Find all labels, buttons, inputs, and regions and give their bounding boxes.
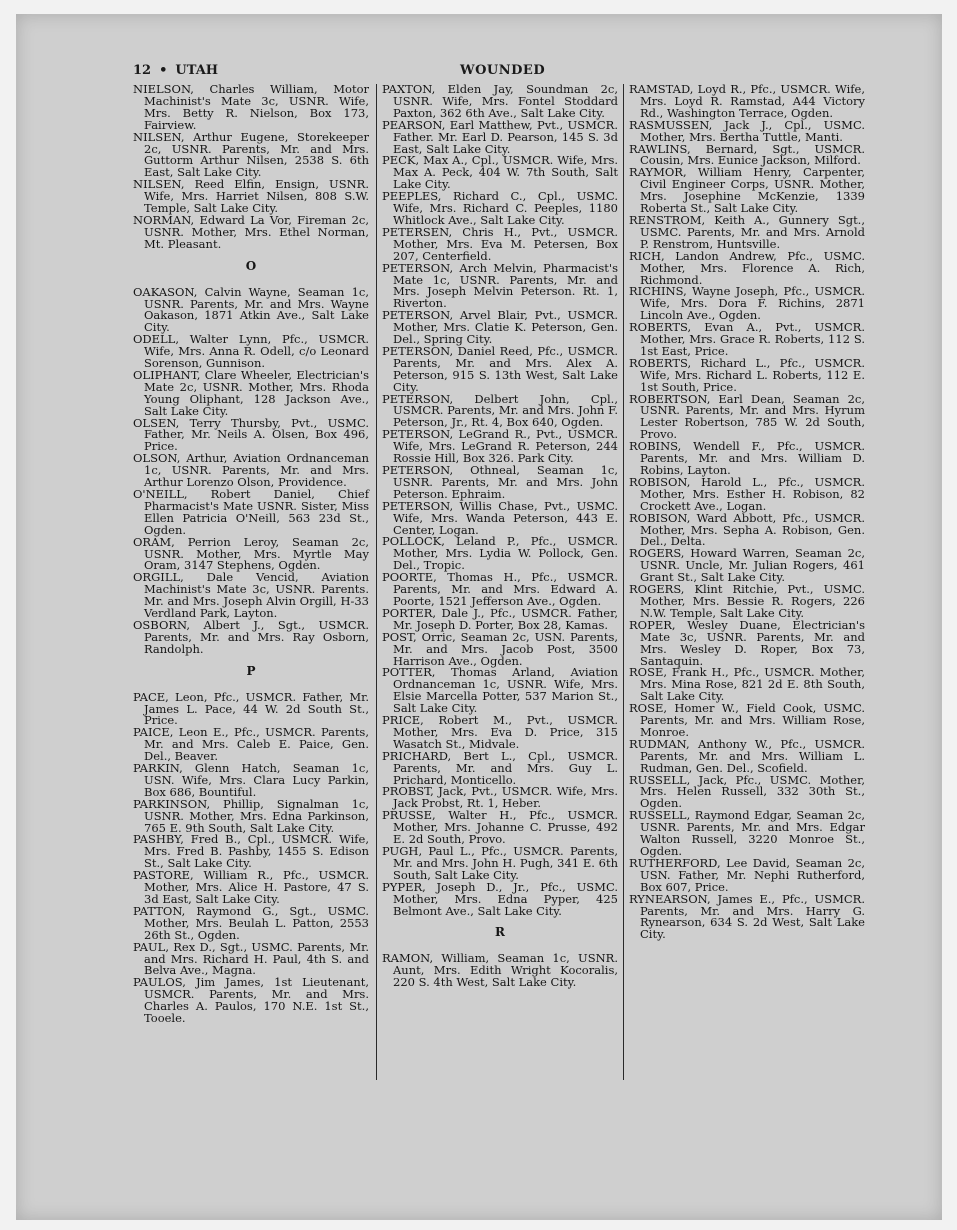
casualty-entry: RICHINS, Wayne Joseph, Pfc., USMCR. Wife, Mrs. Dora F. Richins, 2871 Lincoln Ave., Ogden. [629, 284, 865, 323]
column-divider [623, 84, 624, 1080]
casualty-entry: ROBISON, Harold L., Pfc., USMCR. Mother, Mrs. Esther H. Robison, 82 Crockett Ave., Logan. [629, 474, 865, 513]
casualty-entry: ROBINS, Wendell F., Pfc., USMCR. Parents, Mr. and Mrs. William D. Robins, Layton. [629, 439, 865, 477]
state-name: UTAH [175, 63, 219, 78]
casualty-entry: ORGILL, Dale Vencid, Aviation Machinist's Mate 3c, USNR. Parents. Mr. and Mrs. Joseph Alvin Orgill, H-33 Verdland Park, Layton. [133, 570, 369, 621]
section-title: WOUNDED [460, 63, 546, 78]
casualty-entry: OLSEN, Terry Thursby, Pvt., USMC. Father, Mr. Neils A. Olsen, Box 496, Price. [133, 415, 369, 454]
casualty-entry: PAICE, Leon E., Pfc., USMCR. Parents, Mr. and Mrs. Caleb E. Paice, Gen. Del., Beaver. [133, 725, 369, 764]
casualty-entry: PETERSON, Delbert John, Cpl., USMCR. Parents, Mr. and Mrs. John F. Peterson, Jr., Rt. 4, Box 640, Ogden. [382, 391, 618, 430]
casualty-entry: RAWLINS, Bernard, Sgt., USMCR. Cousin, Mrs. Eunice Jackson, Milford. [629, 141, 865, 168]
casualty-entry: RAYMOR, William Henry, Carpenter, Civil Engineer Corps, USNR. Mother, Mrs. Josephine McKenzie, 1339 Roberta St., Salt Lake City. [629, 165, 865, 216]
casualty-entry: ROGERS, Klint Ritchie, Pvt., USMC. Mother, Mrs. Bessie R. Rogers, 226 N.W. Temple, Salt Lake City. [629, 582, 865, 620]
casualty-entry: RICH, Landon Andrew, Pfc., USMC. Mother, Mrs. Florence A. Rich, Richmond. [629, 248, 865, 287]
casualty-entry: PETERSON, Willis Chase, Pvt., USMC. Wife, Mrs. Wanda Peterson, 443 E. Center, Logan. [382, 498, 618, 537]
casualty-entry: PARKIN, Glenn Hatch, Seaman 1c, USN. Wife, Mrs. Clara Lucy Parkin, Box 686, Bountiful. [133, 761, 369, 799]
casualty-entry: PETERSEN, Chris H., Pvt., USMCR. Mother, Mrs. Eva M. Petersen, Box 207, Centerfield. [382, 224, 618, 263]
casualty-entry: POTTER, Thomas Arland, Aviation Ordnanceman 1c, USNR. Wife, Mrs. Elsie Marcella Potter, 537 Marion St., Salt Lake City. [382, 665, 618, 716]
casualty-entry: OAKASON, Calvin Wayne, Seaman 1c, USNR. Parents, Mr. and Mrs. Wayne Oakason, 1871 Atkin Ave., Salt Lake City. [133, 284, 369, 335]
casualty-entry: NILSEN, Reed Elfin, Ensign, USNR. Wife, Mrs. Harriet Nilsen, 808 S.W. Temple, Salt Lake City. [133, 177, 369, 216]
casualty-entry: PAUL, Rex D., Sgt., USMC. Parents, Mr. and Mrs. Richard H. Paul, 4th S. and Belva Ave., Magna. [133, 939, 369, 978]
casualty-entry: PETERSON, Arch Melvin, Pharmacist's Mate 1c, USNR. Parents, Mr. and Mrs. Joseph Melvin Peterson. Rt. 1, Riverton. [382, 260, 618, 311]
casualty-entry: PETERSON, Arvel Blair, Pvt., USMCR. Mother, Mrs. Clatie K. Peterson, Gen. Del., Spring City. [382, 308, 618, 347]
column-divider [376, 84, 377, 1080]
column-2 [382, 84, 618, 989]
casualty-entry: ROBERTSON, Earl Dean, Seaman 2c, USNR. Parents, Mr. and Mrs. Hyrum Lester Robertson, 785 W. 2d South, Provo. [629, 391, 865, 442]
casualty-entry: PORTER, Dale J., Pfc., USMCR. Father, Mr. Joseph D. Porter, Box 28, Kamas. [382, 605, 618, 632]
casualty-entry: PETERSON, Othneal, Seaman 1c, USNR. Parents, Mr. and Mrs. John Peterson. Ephraim. [382, 463, 618, 501]
bullet-icon: • [159, 63, 168, 78]
casualty-entry: RASMUSSEN, Jack J., Cpl., USMC. Mother, Mrs. Bertha Tuttle, Manti. [629, 117, 865, 144]
casualty-entry: NORMAN, Edward La Vor, Fireman 2c, USNR. Mother, Mrs. Ethel Norman, Mt. Pleasant. [133, 212, 369, 251]
casualty-entry: RUTHERFORD, Lee David, Seaman 2c, USN. Father, Mr. Nephi Rutherford, Box 607, Price. [629, 855, 865, 894]
casualty-entry: PECK, Max A., Cpl., USMCR. Wife, Mrs. Max A. Peck, 404 W. 7th South, Salt Lake City. [382, 153, 618, 192]
casualty-entry: PEEPLES, Richard C., Cpl., USMC. Wife, Mrs. Richard C. Peeples, 1180 Whitlock Ave., Salt Lake City. [382, 189, 618, 227]
page-header [133, 63, 863, 83]
casualty-entry: PETERSON, LeGrand R., Pvt., USMCR. Wife, Mrs. LeGrand R. Peterson, 244 Rossie Hill, Box 326. Park City. [382, 427, 618, 466]
casualty-entry: NILSEN, Arthur Eugene, Storekeeper 2c, USNR. Parents, Mr. and Mrs. Guttorm Arthur Nilsen, 2538 S. 6th East, Salt Lake City. [133, 129, 369, 180]
casualty-entry: ROSE, Frank H., Pfc., USMCR. Mother, Mrs. Mina Rose, 821 2d E. 8th South, Salt Lake City. [629, 665, 865, 704]
casualty-entry: RUSSELL, Jack, Pfc., USMC. Mother, Mrs. Helen Russell, 332 30th St., Ogden. [629, 772, 865, 811]
casualty-entry: ODELL, Walter Lynn, Pfc., USMCR. Wife, Mrs. Anna R. Odell, c/o Leonard Sorenson, Gunnison. [133, 332, 369, 371]
casualty-entry: ROBERTS, Evan A., Pvt., USMCR. Mother, Mrs. Grace R. Roberts, 112 S. 1st East, Price. [629, 320, 865, 358]
casualty-entry: RAMSTAD, Loyd R., Pfc., USMCR. Wife, Mrs. Loyd R. Ramstad, A44 Victory Rd., Washington Terrace, Ogden. [629, 82, 865, 120]
casualty-entry: PETERSON, Daniel Reed, Pfc., USMCR. Parents, Mr. and Mrs. Alex A. Peterson, 915 S. 13th West, Salt Lake City. [382, 343, 618, 394]
casualty-entry: PASTORE, William R., Pfc., USMCR. Mother, Mrs. Alice H. Pastore, 47 S. 3d East, Salt Lake City. [133, 868, 369, 906]
casualty-entry: ROSE, Homer W., Field Cook, USMC. Parents, Mr. and Mrs. William Rose, Monroe. [629, 701, 865, 739]
casualty-entry: PAXTON, Elden Jay, Soundman 2c, USNR. Wife, Mrs. Fontel Stoddard Paxton, 362 6th Ave., Salt Lake City. [382, 82, 618, 120]
casualty-entry: PEARSON, Earl Matthew, Pvt., USMCR. Father. Mr. Earl D. Pearson, 145 S. 3d East, Salt Lake City. [382, 117, 618, 156]
page-number: 12 [133, 63, 152, 78]
casualty-entry: RYNEARSON, James E., Pfc., USMCR. Parents, Mr. and Mrs. Harry G. Rynearson, 634 S. 2d West, Salt Lake City. [629, 891, 865, 942]
header-left [133, 63, 218, 78]
casualty-entry: O'NEILL, Robert Daniel, Chief Pharmacist's Mate USNR. Sister, Miss Ellen Patricia O'Neill, 563 23d St., Ogden. [133, 487, 369, 537]
casualty-entry: RUDMAN, Anthony W., Pfc., USMCR. Parents, Mr. and Mrs. William L. Rudman, Gen. Del., Scofield. [629, 736, 865, 775]
casualty-entry: ROGERS, Howard Warren, Seaman 2c, USNR. Uncle, Mr. Julian Rogers, 461 Grant St., Salt Lake City. [629, 546, 865, 585]
section-letter: O [245, 258, 257, 273]
casualty-entry: POLLOCK, Leland P., Pfc., USMCR. Mother, Mrs. Lydia W. Pollock, Gen. Del., Tropic. [382, 534, 618, 573]
column-1 [133, 84, 369, 1025]
casualty-entry: PROBST, Jack, Pvt., USMCR. Wife, Mrs. Jack Probst, Rt. 1, Heber. [382, 784, 618, 811]
casualty-entry: RAMON, William, Seaman 1c, USNR. Aunt, Mrs. Edith Wright Kocoralis, 220 S. 4th West, Salt Lake City. [382, 951, 618, 990]
casualty-entry: POORTE, Thomas H., Pfc., USMCR. Parents, Mr. and Mrs. Edward A. Poorte, 1521 Jefferson Ave., Ogden. [382, 570, 618, 608]
casualty-entry: NIELSON, Charles William, Motor Machinist's Mate 3c, USNR. Wife, Mrs. Betty R. Nielson, Box 173, Fairview. [133, 82, 369, 132]
casualty-entry: POST, Orric, Seaman 2c, USN. Parents, Mr. and Mrs. Jacob Post, 3500 Harrison Ave., Ogden. [382, 629, 618, 668]
casualty-entry: OLIPHANT, Clare Wheeler, Electrician's Mate 2c, USNR. Mother, Mrs. Rhoda Young Oliphant, 128 Jackson Ave., Salt Lake City. [133, 367, 369, 418]
casualty-entry: PACE, Leon, Pfc., USMCR. Father, Mr. James L. Pace, 44 W. 2d South St., Price. [133, 689, 369, 728]
casualty-entry: PARKINSON, Phillip, Signalman 1c, USNR. Mother, Mrs. Edna Parkinson, 765 E. 9th South, Salt Lake City. [133, 796, 369, 835]
section-letter: P [246, 663, 256, 678]
casualty-entry: OLSON, Arthur, Aviation Ordnanceman 1c, USNR. Parents, Mr. and Mrs. Arthur Lorenzo Olson, Providence. [133, 451, 369, 490]
section-letter: R [495, 925, 505, 940]
casualty-entry: OSBORN, Albert J., Sgt., USMCR. Parents, Mr. and Mrs. Ray Osborn, Randolph. [133, 617, 369, 656]
casualty-entry: RENSTROM, Keith A., Gunnery Sgt., USMC. Parents, Mr. and Mrs. Arnold P. Renstrom, Huntsville. [629, 212, 865, 251]
casualty-entry: ROBERTS, Richard L., Pfc., USMCR. Wife, Mrs. Richard L. Roberts, 112 E. 1st South, Price. [629, 355, 865, 394]
casualty-entry: ROPER, Wesley Duane, Electrician's Mate 3c, USNR. Parents, Mr. and Mrs. Wesley D. Roper, Box 73, Santaquin. [629, 617, 865, 668]
casualty-entry: RUSSELL, Raymond Edgar, Seaman 2c, USNR. Parents, Mr. and Mrs. Edgar Walton Russell, 3220 Monroe St., Ogden. [629, 808, 865, 858]
casualty-entry: ROBISON, Ward Abbott, Pfc., USMCR. Mother, Mrs. Sepha A. Robison, Gen. Del., Delta. [629, 510, 865, 549]
column-3 [629, 84, 865, 941]
casualty-entry: PRICHARD, Bert L., Cpl., USMCR. Parents, Mr. and Mrs. Guy L. Prichard, Monticello. [382, 748, 618, 787]
casualty-entry: PUGH, Paul L., Pfc., USMCR. Parents, Mr. and Mrs. John H. Pugh, 341 E. 6th South, Salt Lake City. [382, 844, 618, 882]
casualty-entry: ORAM, Perrion Leroy, Seaman 2c, USNR. Mother, Mrs. Myrtle May Oram, 3147 Stephens, Ogden. [133, 534, 369, 573]
casualty-entry: PAULOS, Jim James, 1st Lieutenant, USMCR. Parents, Mr. and Mrs. Charles A. Paulos, 170 N.E. 1st St., Tooele. [133, 975, 369, 1026]
casualty-entry: PATTON, Raymond G., Sgt., USMC. Mother, Mrs. Beulah L. Patton, 2553 26th St., Ogden. [133, 903, 369, 942]
casualty-entry: PRICE, Robert M., Pvt., USMCR. Mother, Mrs. Eva D. Price, 315 Wasatch St., Midvale. [382, 713, 618, 751]
casualty-entry: PRUSSE, Walter H., Pfc., USMCR. Mother, Mrs. Johanne C. Prusse, 492 E. 2d South, Provo. [382, 808, 618, 847]
casualty-entry: PYPER, Joseph D., Jr., Pfc., USMC. Mother, Mrs. Edna Pyper, 425 Belmont Ave., Salt Lake City. [382, 879, 618, 918]
casualty-entry: PASHBY, Fred B., Cpl., USMCR. Wife, Mrs. Fred B. Pashby, 1455 S. Edison St., Salt Lake City. [133, 832, 369, 871]
